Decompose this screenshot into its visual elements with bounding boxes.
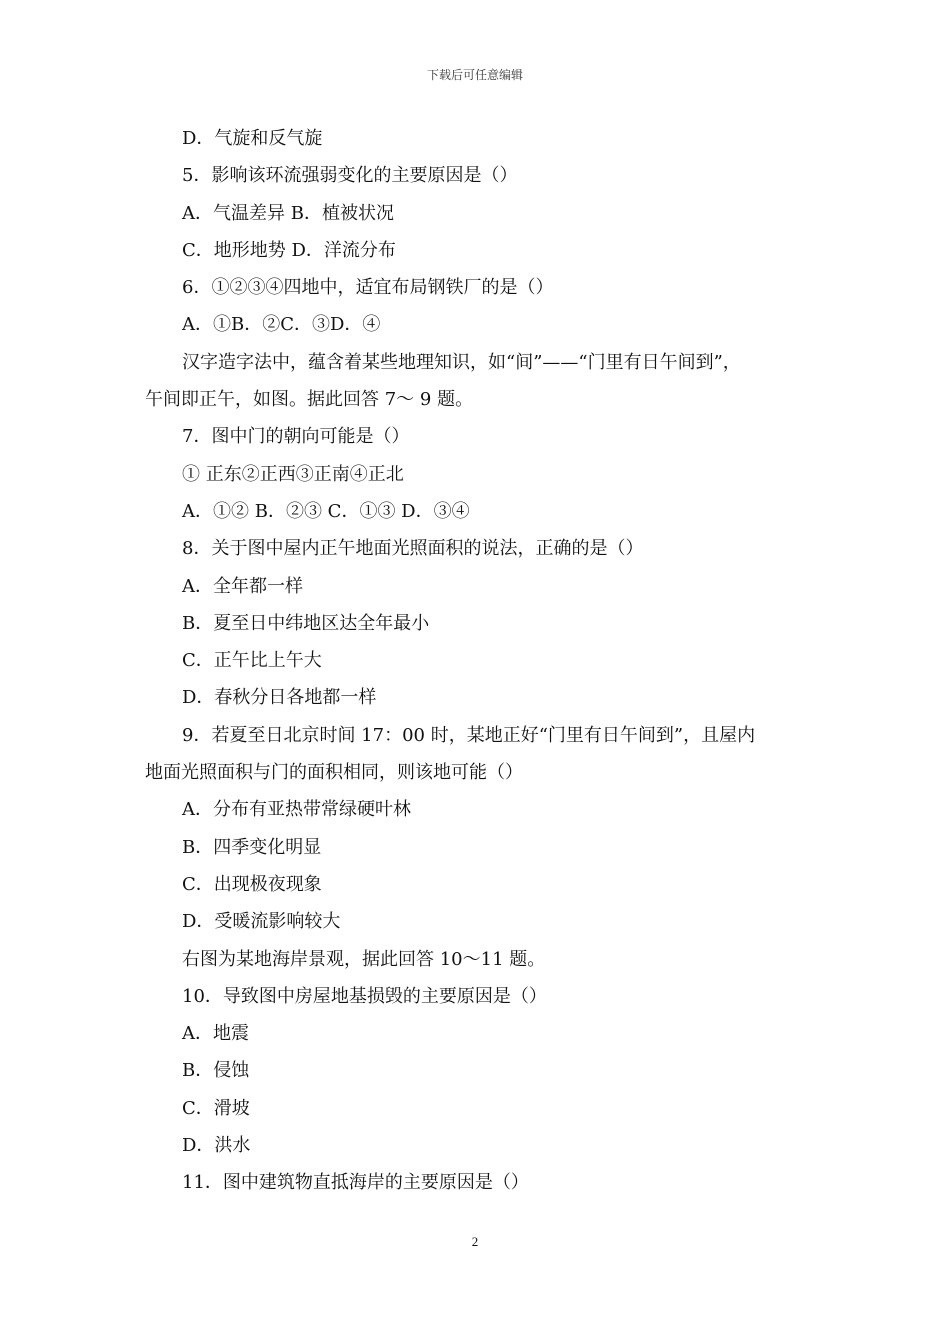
- text-line: C．出现极夜现象: [182, 873, 322, 895]
- page-number: 2: [471, 1234, 479, 1249]
- text-line: C．正午比上午大: [182, 650, 322, 672]
- text-line: 汉字造字法中，蕴含着某些地理知识，如“间”——“门里有日午间到”，: [182, 351, 741, 373]
- text-line: B．侵蚀: [182, 1060, 250, 1082]
- text-line: D．气旋和反气旋: [182, 128, 323, 149]
- page-header: 下载后可任意编辑: [426, 68, 523, 82]
- text-line: ① 正东②正西③正南④正北: [182, 463, 404, 485]
- text-line: 右图为某地海岸景观，据此回答 10～11 题。: [182, 948, 546, 970]
- text-line: C．滑坡: [182, 1097, 250, 1119]
- text-line: C．地形地势 D．洋流分布: [182, 239, 396, 261]
- document-body: [145, 120, 825, 1202]
- text-line: A．①B．②C．③D．④: [182, 314, 381, 336]
- text-line: A．气温差异 B．植被状况: [182, 202, 394, 224]
- text-line: A．地震: [182, 1023, 249, 1045]
- text-line: 午间即正午，如图。据此回答 7～ 9 题。: [145, 389, 474, 411]
- text-line: D．受暖流影响较大: [182, 911, 341, 933]
- text-line: D．春秋分日各地都一样: [182, 687, 377, 709]
- text-line: 10．导致图中房屋地基损毁的主要原因是（）: [182, 985, 547, 1007]
- text-line: A．全年都一样: [182, 575, 303, 597]
- text-line: 11．图中建筑物直抵海岸的主要原因是（）: [182, 1172, 529, 1194]
- text-line: 地面光照面积与门的面积相同，则该地可能（）: [145, 762, 523, 784]
- text-line: 9．若夏至日北京时间 17：00 时，某地正好“门里有日午间到”，且屋内: [182, 724, 756, 746]
- text-line: B．夏至日中纬地区达全年最小: [182, 612, 430, 634]
- text-line: 6．①②③④四地中，适宜布局钢铁厂的是（）: [182, 277, 554, 299]
- text-line: 7．图中门的朝向可能是（）: [182, 426, 410, 448]
- text-line: A．①② B．②③ C．①③ D．③④: [182, 500, 470, 522]
- text-line: 5．影响该环流强弱变化的主要原因是（）: [182, 165, 518, 187]
- text-line: D．洪水: [182, 1135, 251, 1157]
- text-line: 8．关于图中屋内正午地面光照面积的说法，正确的是（）: [182, 538, 644, 560]
- text-line: B．四季变化明显: [182, 836, 322, 858]
- text-line: A．分布有亚热带常绿硬叶林: [182, 799, 411, 821]
